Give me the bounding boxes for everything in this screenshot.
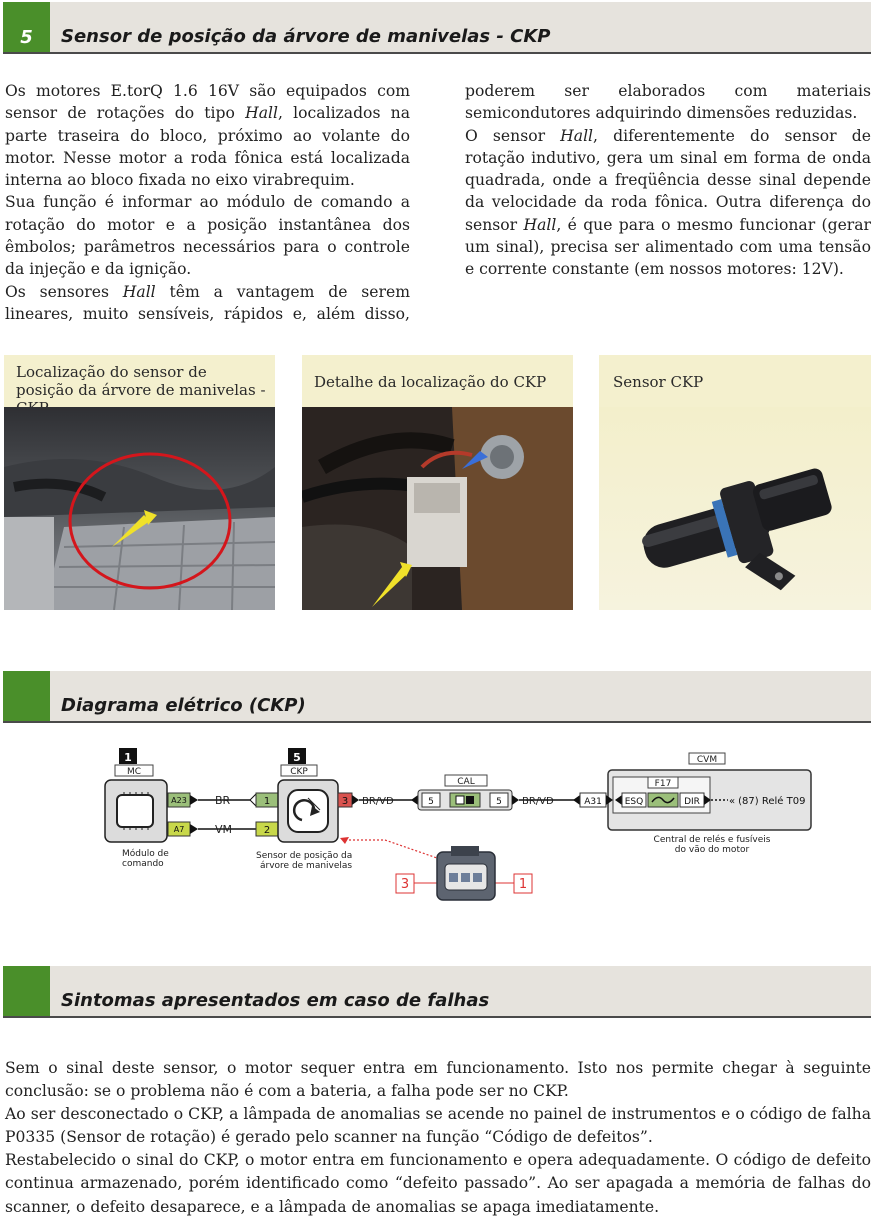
cal-pin-b: 5	[496, 797, 502, 807]
paragraph: Sem o sinal deste sensor, o motor sequer entra em funcionamento. Isto nos permite chegar à seguinte conclusão: se o problema não é com a bateria, a falha pode ser no CKP.	[5, 1059, 871, 1101]
section-title: Diagrama elétrico (CKP)	[61, 695, 306, 716]
paragraph: Sua função é informar ao módulo de comando a rotação do motor e a posição instantânea dos êmbolos; parâmetros necessários para o controle da injeção e da ignição.	[5, 193, 410, 279]
photo-caption: Localização do sensor de posição da árvore de manivelas -	[16, 363, 266, 399]
ckp-sensor-image	[599, 407, 871, 610]
relay-label: « (87) Relé T09	[729, 796, 806, 807]
paragraph: poderem ser elaborados com materiais semicondutores adquirindo dimensões reduzidas.	[465, 82, 871, 123]
paragraph: Ao ser desconectado o CKP, a lâmpada de anomalias se acende no painel de instrumentos e o código de falha P0335 (Sensor de rotação) é gerado pelo scanner na função “Código de defeitos”.	[5, 1105, 871, 1147]
cvm-pin-a31: A31	[584, 797, 602, 807]
symptoms-text	[5, 1057, 871, 1219]
esq-label: ESQ	[624, 797, 644, 807]
ckp-wiring-diagram	[100, 740, 820, 910]
section-header-diagram	[3, 671, 871, 723]
cvm-label: CVM	[696, 755, 718, 765]
sensor-photo	[599, 407, 871, 610]
cal-label: CAL	[457, 777, 475, 787]
section-header-ckp	[3, 2, 871, 54]
cal-pin-a: 5	[428, 797, 434, 807]
mc-pin-a7: A7	[173, 825, 185, 834]
sensor-connector-icon	[437, 846, 495, 900]
paragraph: Restabelecido o sinal do CKP, o motor entra em funcionamento e opera adequadamente. O código de defeito continua armazenado, porém identificado como “defeito passado”. Ao ser apagada a memória de falhas do scanner, o defeito desaparece, e a lâmpada de anomalias se apaga imediatamente.	[5, 1151, 871, 1216]
ckp-pin-3: 3	[341, 796, 349, 807]
section-marker	[3, 671, 50, 721]
ckp-label: CKP	[290, 767, 308, 777]
wire-vm: VM	[215, 823, 233, 836]
paragraph: O sensor Hall, diferentemente do sensor de rotação indutivo, gera um sinal em forma de onda quadrada, onde a freqüência desse sinal depende da velocidade da roda fônica. Outra diferença do sensor Hall, é que para o mesmo funcionar (gerar um sinal), precisa ser alimentado com uma tensão e corrente constante (em nossos motores: 12V).	[465, 126, 872, 279]
ckp-pin-2: 2	[263, 825, 271, 836]
paragraph: Os sensores Hall têm a vantagem de serem lineares, muito sensíveis, rápidos e, além disso,	[5, 282, 410, 323]
engine-location-image	[4, 407, 275, 610]
connector-pin-3: 3	[400, 877, 410, 892]
section-header-symptoms	[3, 966, 871, 1018]
cvm-caption-1: Central de relés e fusíveis	[653, 835, 771, 845]
photo-panel-detail	[302, 355, 573, 610]
ckp-caption-1: Sensor de posição da	[256, 851, 353, 861]
photo-panel-sensor	[599, 355, 871, 610]
ckp-caption-2: árvore de manivelas	[260, 861, 353, 871]
fuse-label: F17	[654, 779, 672, 789]
ckp-number: 5	[293, 751, 301, 764]
text-column-left	[5, 80, 410, 325]
mc-caption-2: comando	[122, 859, 164, 869]
wire-br-vd-1: BR/VD	[362, 796, 394, 807]
sensor-detail-image	[302, 407, 573, 610]
section-number: 5	[3, 2, 50, 52]
wire-br-vd-2: BR/VD	[522, 796, 554, 807]
text-column-right	[465, 80, 871, 281]
section-title: Sensor de posição da árvore de manivelas - CKP	[61, 26, 551, 47]
engine-photo	[4, 407, 275, 610]
cvm-caption-2: do vão do motor	[674, 845, 750, 855]
mc-caption-1: Módulo de	[122, 849, 169, 859]
connector-pin-1: 1	[518, 877, 528, 892]
mc-pin-a23: A23	[171, 796, 187, 805]
paragraph: Os motores E.torQ 1.6 16V são equipados com sensor de rotações do tipo Hall, localizados na parte traseira do bloco, próximo ao volante do motor. Nesse motor a roda fônica está localizada interna ao bloco fixada no eixo virabrequim.	[5, 82, 410, 190]
photo-caption: Detalhe da localização do CKP	[314, 373, 547, 391]
mc-number: 1	[124, 751, 132, 764]
ckp-pin-1: 1	[263, 796, 271, 807]
section-title: Sintomas apresentados em caso de falhas	[61, 990, 490, 1011]
detail-photo	[302, 407, 573, 610]
electrical-diagram	[100, 740, 820, 910]
dir-label: DIR	[684, 797, 700, 807]
mc-label: MC	[126, 767, 142, 777]
photo-caption: Sensor CKP	[613, 373, 704, 391]
photo-panel-location	[4, 355, 275, 610]
wire-br: BR	[215, 794, 231, 807]
section-marker	[3, 966, 50, 1016]
